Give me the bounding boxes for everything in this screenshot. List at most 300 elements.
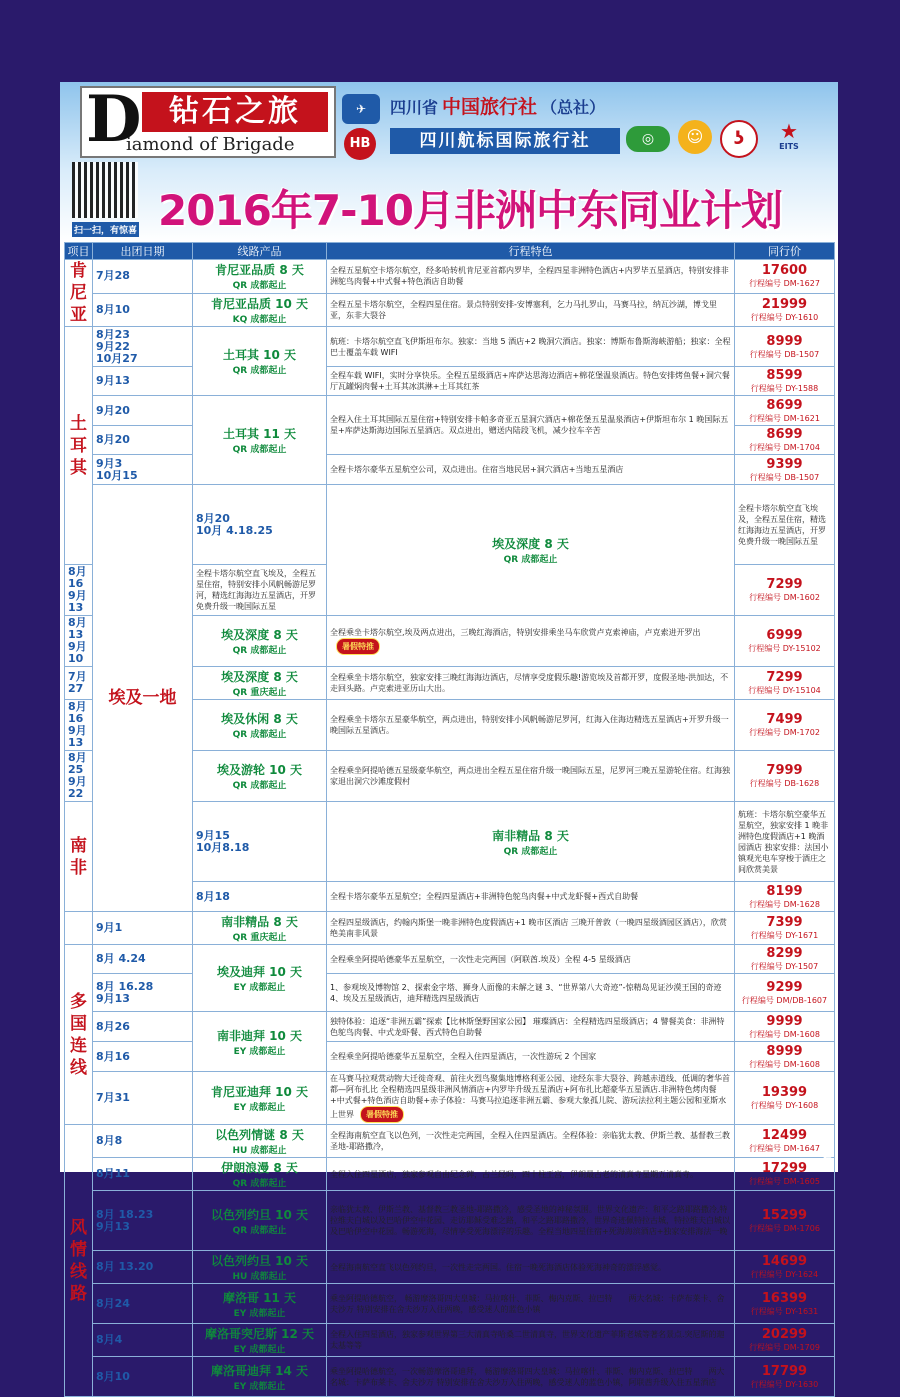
itinerary-features: [327, 367, 735, 396]
itinerary-features: [327, 293, 735, 327]
route-product[interactable]: [193, 396, 327, 485]
cits-emblem-icon: ✈: [342, 94, 380, 124]
region-cell: [65, 912, 93, 945]
date-line: 7月31: [96, 1091, 130, 1104]
features-text: 全程车载 WIFI，实时分享快乐。全程五星级酒店+库萨达思海边酒店+棉花堡温泉酒店。特色安排烤鱼餐+洞穴餐厅瓦罐焖肉餐+土耳其冰淇淋+土耳其红茶: [330, 371, 730, 391]
route-carrier: EY 成都起止: [233, 983, 286, 993]
route-name: 南非精品 8 天: [492, 828, 569, 843]
price-value: 17299: [761, 1161, 808, 1176]
table-row: [65, 1072, 835, 1125]
itinerary-code: 行程编号 DM-1706: [749, 1223, 820, 1233]
trade-price: [735, 1072, 835, 1125]
route-name: 埃及休闲 8 天: [221, 712, 298, 726]
org-line-1: 四川省 中国旅行社 （总社）: [390, 96, 606, 118]
route-name: 摩洛哥迪拜 14 天: [210, 1363, 309, 1378]
route-name: 伊朗浪漫 8 天: [221, 1161, 298, 1175]
date-line: 10月 4.18.25: [196, 523, 273, 537]
route-name: 埃及游轮 10 天: [216, 763, 303, 777]
departure-dates: [93, 974, 193, 1012]
date-line: 9月20: [96, 403, 130, 417]
route-product[interactable]: [193, 912, 327, 945]
features-text: 全程入住四星酒店，独家参观自由纪念碑，古兰经吗，四十柱王宫，伊朗最古老的清真寺星期五清真寺。: [330, 1169, 698, 1179]
trade-price: [735, 751, 835, 802]
region-cell: 风情线路: [65, 1125, 93, 1397]
features-text: 全程乘坐卡塔尔航空,埃及两点进出，三晚红海酒店，特别安排乘坐马车欣赏卢克索神庙，卢克索进开罗出: [330, 628, 701, 637]
route-product[interactable]: [193, 700, 327, 751]
date-line: 8月10: [96, 302, 130, 316]
departure-dates: [65, 751, 93, 802]
departure-dates: [93, 1324, 193, 1357]
itinerary-features: [327, 974, 735, 1012]
region-cell: 多国连线: [65, 945, 93, 1125]
date-line: 9月13: [68, 589, 87, 614]
features-text: 在马赛马拉观赏动物大迁徙奇观、前往火烈鸟聚集地博格利亚公园、途经东非大裂谷、跨越赤道线、低调的奢华首都—阿布扎比 全程精选四星级非洲风情酒店+内罗毕升级五星酒店+阿布扎比超豪华五星酒店.非洲特色烤肉餐+中式餐+特色酒店自助餐+赤子体验：马赛马拉追逐非洲五霸、参观大象孤儿院、游玩法拉利主题公园和亚斯水上世界: [330, 1074, 730, 1119]
diamond-logo: [80, 82, 336, 158]
table-row: [65, 396, 835, 426]
departure-dates: [93, 1191, 193, 1251]
price-value: 8999: [766, 1043, 803, 1059]
table-row: [65, 1012, 835, 1042]
date-line: 9月13: [96, 374, 130, 387]
itinerary-code: 行程编号 DB-1507: [749, 472, 820, 482]
route-product[interactable]: [193, 1072, 327, 1125]
route-carrier: HU 成都起止: [232, 1146, 287, 1156]
features-text: 全程四星级酒店，约翰内斯堡一晚非洲特色度假酒店+1 晚市区酒店 三晚开普敦（一晚四星级酒园区酒店），欣赏绝美南非风景: [330, 918, 727, 938]
brochure-header: [60, 82, 838, 242]
itinerary-features: [327, 1158, 735, 1191]
region-cell: 肯尼亚: [65, 260, 93, 327]
route-carrier: QR 成都起止: [232, 1225, 287, 1236]
price-value: 17600: [761, 263, 808, 279]
itinerary-features: [735, 802, 835, 882]
price-value: 6999: [766, 628, 803, 643]
logo-chinese-name: 钻石之旅: [142, 92, 328, 132]
itinerary-features: [193, 565, 327, 616]
route-carrier: QR 重庆起止: [232, 688, 287, 698]
route-product[interactable]: [327, 485, 735, 616]
price-value: 8299: [766, 946, 803, 961]
features-text: 亲临犹太教、伊斯兰教、基督教三教圣地-耶路撒冷，感受圣地的神秘氛围。世界文化遗产：和平之路耶路撒冷,特拉维夫白城以及巴哈伊空中花园、走访耶稣受难之路，和平之路耶路撒冷，世界奇迹佩特拉古城，特拉维夫白城以及巴哈伊空中花园。畅游死海，尽情享受死海漂浮的乐趣。全程当地四星住宿+死海海滨酒店+独家安排海法一晚: [330, 1205, 730, 1236]
departure-dates: [193, 882, 327, 912]
route-name: 埃及深度 8 天: [492, 537, 569, 551]
trade-price: [735, 455, 835, 485]
region-cell: 土耳其: [65, 327, 93, 565]
route-name: 以色列情谜 8 天: [215, 1128, 304, 1142]
trade-price: [735, 1357, 835, 1397]
departure-dates: [93, 1012, 193, 1042]
trade-price: [735, 565, 835, 616]
trade-price: [735, 327, 835, 367]
price-value: 7499: [766, 712, 803, 727]
itinerary-code: 行程编号 DY-1631: [750, 1306, 819, 1316]
itinerary-features: [327, 396, 735, 455]
itinerary-code: 行程编号 DM-1704: [749, 443, 820, 452]
route-product[interactable]: [193, 293, 327, 327]
itinerary-code: 行程编号 DM-1608: [749, 1029, 820, 1039]
itinerary-features: [327, 1251, 735, 1284]
trade-price: [735, 1284, 835, 1324]
itinerary-features: [327, 260, 735, 294]
table-row: [65, 367, 835, 396]
table-row: [65, 1357, 835, 1397]
features-text: 全程五星航空卡塔尔航空，经多哈转机肯尼亚首都内罗毕，全程四星非洲特色酒店+内罗毕五星酒店，特别安排非洲鸵鸟肉餐+中式餐+特色酒店自助餐: [330, 266, 729, 287]
table-row: [65, 1042, 835, 1072]
itinerary-code: 行程编号 DY-15104: [748, 686, 821, 695]
route-carrier: QR 成都起止: [232, 781, 287, 791]
route-product[interactable]: [193, 1125, 327, 1158]
table-row: [65, 1158, 835, 1191]
route-name: 埃及迪拜 10 天: [216, 965, 303, 979]
itinerary-features: [735, 485, 835, 565]
departure-dates: [93, 1251, 193, 1284]
itinerary-features: [327, 1324, 735, 1357]
features-text: 全程乘坐阿提哈德五星级豪华航空，两点进出全程五星住宿升级一晚国际五星，尼罗河三晚五星游轮住宿。红海独家退出洞穴沙滩度假村: [330, 766, 730, 786]
trade-price: [735, 1191, 835, 1251]
date-line: 8月24: [96, 1296, 130, 1310]
route-product[interactable]: [193, 1324, 327, 1357]
itinerary-features: [327, 882, 735, 912]
date-line: 8月16: [96, 1049, 130, 1063]
route-name: 南非迪拜 10 天: [216, 1028, 303, 1043]
route-product[interactable]: [193, 1284, 327, 1324]
route-name: 摩洛哥 11 天: [222, 1290, 297, 1305]
route-product[interactable]: [193, 1012, 327, 1072]
table-body: [65, 260, 835, 1397]
features-text: 全程卡塔尔航空直飞埃及，全程五星住宿，特别安排小风帆畅游尼罗河，精选红海海边五星酒店，开罗免费升级一晚国际五星: [196, 569, 316, 611]
page-number: 5: [822, 1152, 834, 1171]
route-name: 肯尼亚品质 10 天: [210, 296, 309, 311]
itinerary-features: [327, 455, 735, 485]
date-line: 9月10: [68, 640, 87, 665]
table-row: [65, 293, 835, 327]
trade-price: [735, 396, 835, 426]
date-line: 9月13: [96, 1219, 130, 1233]
date-line: 8月 13.20: [96, 1260, 154, 1273]
logo-letter: D: [86, 82, 142, 157]
trade-price: [735, 1251, 835, 1284]
trade-price: [735, 1158, 835, 1191]
col-header: 同行价: [735, 243, 835, 260]
itinerary-features: [327, 945, 735, 974]
features-text: 全程五星卡塔尔航空，全程四星住宿。景点特别安排-安博塞利，乞力马扎罗山，马赛马拉，纳瓦沙湖，博戈里亚，东非大裂谷: [330, 299, 717, 320]
table-row: [65, 327, 835, 367]
route-carrier: QR 成都起止: [232, 281, 287, 292]
date-line: 9月1: [96, 921, 123, 934]
trade-price: [735, 260, 835, 294]
price-value: 16399: [761, 1290, 808, 1306]
route-name: 摩洛哥突尼斯 12 天: [204, 1327, 315, 1341]
date-line: 8月11: [96, 1167, 130, 1180]
route-carrier: QR 重庆起止: [232, 933, 287, 943]
table-row: [65, 485, 835, 565]
route-carrier: QR 成都起止: [503, 555, 558, 565]
price-value: 8599: [766, 368, 803, 383]
swirl-logo-icon: ʖ: [720, 120, 758, 158]
itinerary-code: 行程编号 DM-1628: [749, 899, 820, 909]
itinerary-features: [327, 1284, 735, 1324]
itinerary-code: 行程编号 DM-1627: [749, 279, 820, 289]
mascot-icon: ☺: [678, 120, 712, 154]
trade-price: [735, 1125, 835, 1158]
table-row: [65, 912, 835, 945]
itinerary-code: 行程编号 DM-1602: [749, 593, 820, 602]
date-line: 8月20: [196, 511, 230, 525]
hb-emblem-icon: HB: [344, 128, 376, 160]
table-row: [65, 1191, 835, 1251]
route-carrier: QR 成都起止: [232, 730, 287, 740]
table-row: [65, 945, 835, 974]
features-text: 独特体验：追逐“非洲五霸”探索【比林斯堡野国家公园】 璀璨酒店：全程精选四星级酒店；4 譬餐美食：非洲特色鸵鸟肉餐、中式龙虾餐、西式特色自助餐: [330, 1016, 725, 1037]
trade-price: [735, 667, 835, 700]
route-carrier: QR 成都起止: [232, 366, 287, 376]
col-header: 项目: [65, 243, 93, 260]
itinerary-code: 行程编号 DB-1628: [749, 779, 820, 788]
features-text: 全程乘坐阿提哈德豪华五星航空，一次性走完两国（阿联酋.埃及）全程 4-5 星级酒店: [330, 954, 631, 964]
star-icon: ★: [780, 119, 798, 143]
itinerary-code: 行程编号 DY-1507: [750, 962, 819, 971]
region-cell: 南非: [65, 802, 93, 912]
route-product[interactable]: [193, 751, 327, 802]
trade-price: [735, 700, 835, 751]
features-text: 全程入住四星酒店，独家参观世界第三大清真寺哈桑二世清真寺，世界文化遗产菲斯老城等著名景点.突尼斯的迦太基等等: [330, 1330, 725, 1350]
departure-dates: [93, 455, 193, 485]
route-name: 肯尼亚迪拜 10 天: [210, 1085, 309, 1099]
features-text: 乘坐阿提哈德航空， 畅游摩洛哥四大皇城：马拉喀什、菲斯、梅内克斯、拉巴特 两大名城：卡萨布莱卡、舍夫沙万 特别安排在舍夫沙万入住两晚，感受迷人的蓝色小镇: [330, 1293, 725, 1314]
date-line: 10月27: [96, 351, 138, 365]
table-row: [65, 455, 835, 485]
departure-dates: [93, 1158, 193, 1191]
date-line: 9月13: [68, 724, 87, 749]
trade-price: [735, 616, 835, 667]
date-line: 7月27: [68, 670, 87, 695]
route-product[interactable]: [193, 945, 327, 1012]
price-value: 8699: [766, 397, 803, 413]
price-value: 7399: [766, 915, 803, 930]
departure-dates: [93, 1125, 193, 1158]
itinerary-table: [64, 242, 835, 1397]
features-text: 全程卡塔尔豪华五星航空公司，双点进出。住宿当地民居+洞穴酒店+当地五星酒店: [330, 465, 624, 474]
route-product[interactable]: [193, 1158, 327, 1191]
table-row: [65, 1324, 835, 1357]
date-line: 9月22: [96, 339, 130, 353]
route-carrier: HU 成都起止: [232, 1272, 287, 1282]
route-product[interactable]: [193, 327, 327, 396]
col-header: 出团日期: [93, 243, 193, 260]
features-text: 1、参观埃及博物馆 2、探索金字塔、狮身人面像的未解之谜 3、“世界第八大奇迹”-惊精岛见证沙漠王国的奇迹 4、埃及五星级酒店，迪拜精选四星级酒店: [330, 982, 722, 1003]
brochure-page: [60, 82, 838, 1392]
eits-logo: [764, 120, 814, 154]
summer-special-badge: 暑假特推: [336, 638, 380, 655]
departure-dates: [93, 260, 193, 294]
route-product[interactable]: [193, 1251, 327, 1284]
itinerary-code: 行程编号 DY-1671: [750, 931, 819, 940]
trade-price: [735, 1324, 835, 1357]
route-name: 土耳其 10 天: [222, 348, 297, 362]
date-line: 7月28: [96, 269, 130, 283]
departure-dates: [93, 327, 193, 367]
route-name: 埃及深度 8 天: [221, 670, 298, 684]
itinerary-features: [327, 1125, 735, 1158]
table-row: [65, 1251, 835, 1284]
route-product[interactable]: [193, 1357, 327, 1397]
itinerary-features: [327, 616, 735, 667]
itinerary-code: 行程编号 DY-1630: [750, 1379, 819, 1389]
features-text: 全程海南航空直飞以色列，一次性走完两国，全程入住四星酒店。全程体验：亲临犹太教、伊斯兰教、基督教三教圣地-耶路撒冷，: [330, 1131, 730, 1151]
departure-dates: [65, 700, 93, 751]
date-line: 9月22: [68, 775, 87, 800]
itinerary-code: 行程编号 DY-1608: [750, 1101, 819, 1110]
route-name: 以色列约旦 10 天: [210, 1254, 309, 1268]
page-title: 2016年7-10月非洲中东同业计划: [158, 186, 782, 235]
date-line: 10月15: [96, 468, 138, 482]
route-product[interactable]: [193, 260, 327, 294]
price-value: 20299: [761, 1327, 808, 1342]
features-text: 全程海南航空直飞以色列约旦，一次性走完两国。住宿一晚死海酒店体验死海神奇的漂浮感觉。: [330, 1262, 666, 1272]
departure-dates: [65, 667, 93, 700]
itinerary-features: [327, 1191, 735, 1251]
route-carrier: KQ 成都起止: [232, 314, 287, 325]
date-line: 8月 16.28: [96, 979, 154, 993]
route-product[interactable]: [193, 616, 327, 667]
date-line: 8月26: [96, 1019, 130, 1033]
trade-price: [735, 426, 835, 455]
features-text: 全程卡塔尔豪华五星航空；全程四星酒店+非洲特色鸵鸟肉餐+中式龙虾餐+西式自助餐: [330, 892, 639, 901]
trade-price: [735, 912, 835, 945]
date-line: 9月3: [96, 456, 123, 470]
itinerary-features: [327, 1042, 735, 1072]
route-carrier: QR 成都起止: [232, 1179, 287, 1189]
date-line: 8月 4.24: [96, 952, 146, 965]
route-carrier: QR 成都起止: [232, 445, 287, 455]
departure-dates: [93, 426, 193, 455]
departure-dates: [65, 616, 93, 667]
price-value: 7299: [766, 577, 803, 592]
itinerary-features: [327, 1072, 735, 1125]
trade-price: [735, 1042, 835, 1072]
route-carrier: QR 成都起止: [503, 846, 558, 857]
route-name: 以色列约旦 10 天: [210, 1207, 309, 1222]
itinerary-code: 行程编号 DY-15102: [748, 644, 821, 653]
summer-special-badge: 暑假特推: [360, 1106, 404, 1123]
date-line: 8月4: [96, 1333, 123, 1346]
route-name: 南非精品 8 天: [221, 915, 298, 929]
itinerary-features: [327, 667, 735, 700]
itinerary-features: [327, 700, 735, 751]
features-text: 全程乘坐卡塔尔航空，独家安排三晚红海海边酒店，尽情享受度假乐趣!游览埃及首都开罗，度假圣地-洪加达，不走回头路。卢克索进亚历山大出。: [330, 673, 729, 693]
route-name: 肯尼亚品质 8 天: [215, 263, 304, 278]
trade-price: [735, 367, 835, 396]
col-header: 线路产品: [193, 243, 327, 260]
table-header-row: [65, 243, 835, 260]
itinerary-code: 行程编号 DM-1702: [749, 728, 820, 737]
date-line: 9月13: [96, 991, 130, 1005]
price-value: 7299: [766, 670, 803, 685]
features-text: 航班：卡塔尔航空直飞伊斯坦布尔。独家：当地 5 酒店+2 晚洞穴酒店。独家：博斯布鲁斯海峡游船；独家：全程巴士覆盖车载 WIFI: [330, 336, 731, 357]
date-line: 8月23: [96, 327, 130, 341]
departure-dates: [93, 1284, 193, 1324]
route-carrier: QR 成都起止: [232, 646, 287, 656]
route-product[interactable]: [193, 1191, 327, 1251]
price-value: 15299: [761, 1207, 808, 1223]
itinerary-code: 行程编号 DY-1610: [750, 312, 819, 322]
route-name: 埃及深度 8 天: [221, 628, 298, 642]
departure-dates: [93, 1072, 193, 1125]
trade-price: [735, 974, 835, 1012]
features-text: 全程卡塔尔航空直飞埃及，全程五星住宿，精选红海海边五星酒店，开罗免费升级一晚国际五星: [738, 503, 826, 546]
date-line: 8月16: [68, 700, 87, 725]
price-value: 8199: [766, 883, 803, 899]
date-line: 10月8.18: [196, 840, 250, 854]
date-line: 8月18: [196, 889, 230, 903]
departure-dates: [93, 912, 193, 945]
price-value: 9999: [766, 1013, 803, 1029]
region-cell: 埃及一地: [93, 485, 193, 912]
itinerary-code: 行程编号 DY-1624: [750, 1270, 819, 1279]
trade-price: [735, 882, 835, 912]
date-line: 8月16: [68, 565, 87, 590]
itinerary-features: [327, 327, 735, 367]
price-value: 19399: [761, 1085, 808, 1100]
departure-dates: [193, 485, 327, 565]
features-text: 全程乘坐阿提哈德豪华五星航空，全程入住四星酒店，一次性游玩 2 个国家: [330, 1052, 597, 1061]
price-value: 21999: [761, 296, 808, 312]
departure-dates: [93, 293, 193, 327]
route-product[interactable]: [327, 802, 735, 882]
trade-price: [735, 293, 835, 327]
price-value: 17799: [761, 1363, 808, 1379]
date-line: 8月10: [96, 1369, 130, 1383]
route-carrier: EY 成都起止: [233, 1308, 286, 1319]
price-value: 9399: [766, 456, 803, 472]
features-text: 乘坐阿提哈德航空，一次畅游摩洛哥迪拜， 畅游摩洛哥四大皇城：马拉喀什、菲斯、梅内克斯、拉巴特 两大名城：卡萨布莱卡、舍夫沙万 特别安排在舍夫沙万入住两晚，感受迷人的蓝色小镇，阿联酋升级入住五星酒店: [330, 1366, 725, 1387]
date-line: 8月 18.23: [96, 1207, 154, 1221]
price-value: 12499: [761, 1128, 808, 1143]
table-row: [65, 1125, 835, 1158]
eits-label: EITS: [779, 142, 799, 151]
route-carrier: EY 成都起止: [233, 1103, 286, 1113]
route-product[interactable]: [193, 667, 327, 700]
itinerary-code: 行程编号 DM/DB-1607: [741, 995, 828, 1005]
date-line: 8月20: [96, 433, 130, 446]
departure-dates: [65, 565, 93, 616]
itinerary-code: 行程编号 DM-1647: [749, 1144, 820, 1153]
itinerary-features: [327, 912, 735, 945]
route-carrier: EY 成都起止: [233, 1046, 286, 1057]
departure-dates: [93, 396, 193, 426]
itinerary-code: 行程编号 DY-1588: [750, 384, 819, 393]
org-line-2: 四川航标国际旅行社: [390, 128, 620, 154]
table-row: [65, 260, 835, 294]
itinerary-code: 行程编号 DM-1621: [749, 413, 820, 423]
qr-code: [72, 162, 138, 218]
itinerary-features: [327, 1012, 735, 1042]
features-text: 航班：卡塔尔航空豪华五星航空，独家安排 1 晚非洲特色度假酒店+1 晚酒园酒店 独家安排：法国小镇观光电车穿梭于酒庄之间欣赏美景: [738, 809, 829, 874]
globe-icon: ◎: [626, 126, 670, 152]
table-row: [65, 974, 835, 1012]
departure-dates: [93, 1357, 193, 1397]
logo-english-name: iamond of Brigade: [126, 134, 295, 155]
price-value: 8699: [766, 427, 803, 442]
table-row: [65, 1284, 835, 1324]
col-header: 行程特色: [327, 243, 735, 260]
departure-dates: [93, 945, 193, 974]
itinerary-code: 行程编号 DM-1709: [749, 1343, 820, 1352]
qr-caption: 扫一扫，有惊喜: [72, 222, 139, 237]
itinerary-code: 行程编号 DM-1605: [749, 1177, 820, 1186]
date-line: 9月15: [196, 828, 230, 842]
price-value: 7999: [766, 763, 803, 778]
date-line: 8月13: [68, 616, 87, 641]
